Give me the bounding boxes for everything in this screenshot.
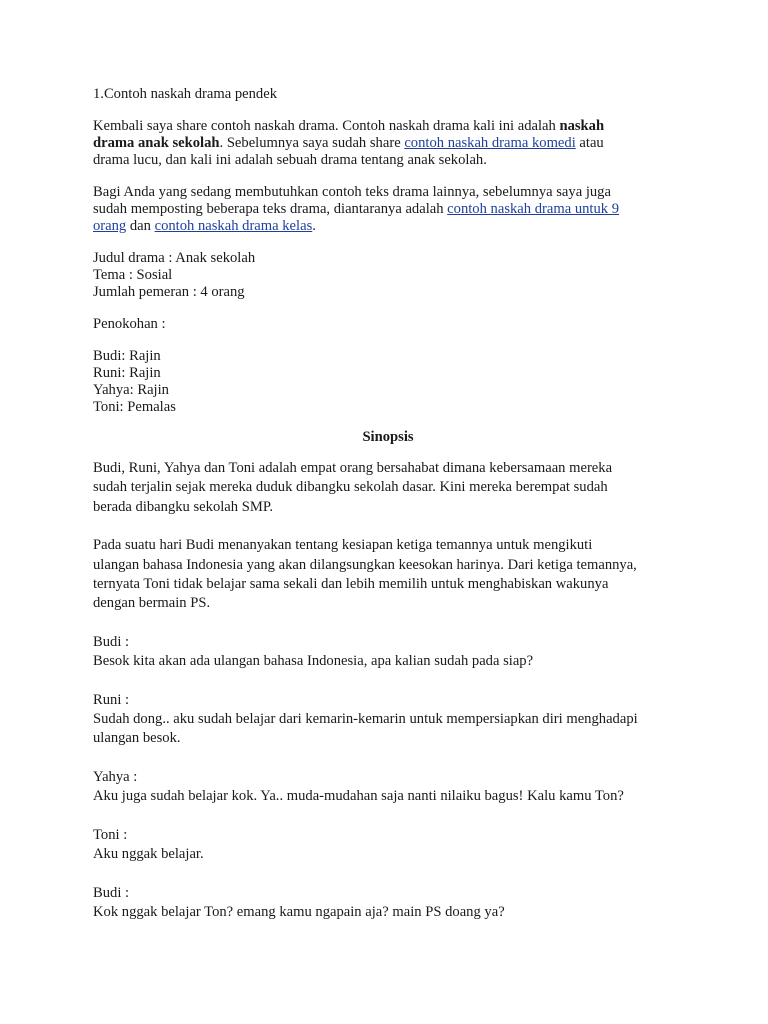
judul-drama: Judul drama : Anak sekolah [93, 250, 256, 266]
para-2 [93, 184, 683, 235]
sinopsis-p2-line: dengan bermain PS. [93, 595, 211, 612]
intro-bold-2: drama anak sekolah [93, 135, 220, 151]
sinopsis-p1-line: sudah terjalin sejak mereka duduk dibangku sekolah dasar. Kini mereka berempat sudah [93, 479, 608, 496]
intro-line-1 [93, 118, 683, 135]
sinopsis-p2-line: Pada suatu hari Budi menanyakan tentang kesiapan ketiga temannya untuk mengikuti [93, 537, 593, 554]
intro-text-3: atau [575, 135, 604, 151]
dialog-line: Aku nggak belajar. [93, 846, 204, 863]
character-item: Runi: Rajin [93, 365, 161, 381]
dialog-speaker: Yahya : [93, 768, 138, 785]
dialog-line: ulangan besok. [93, 730, 181, 747]
dialog-line: Kok nggak belajar Ton? emang kamu ngapain aja? main PS doang ya? [93, 903, 505, 920]
para2-text: sudah memposting beberapa teks drama, diantaranya adalah [93, 201, 448, 217]
sinopsis-paragraph-1 [93, 459, 683, 517]
intro-text: Kembali saya share contoh naskah drama. Contoh naskah drama kali ini adalah [93, 118, 560, 134]
dialog-line: Aku juga sudah belajar kok. Ya.. muda-mudahan saja nanti nilaiku bagus! Kalu kamu Ton? [93, 788, 624, 805]
sinopsis-p1-line: berada dibangku sekolah SMP. [93, 498, 273, 515]
link-contoh-naskah-drama-komedi[interactable]: contoh naskah drama komedi [404, 135, 576, 151]
tema: Tema : Sosial [93, 267, 173, 283]
heading-text: 1.Contoh naskah drama pendek [93, 86, 277, 102]
intro-line-3: drama lucu, dan kali ini adalah sebuah drama tentang anak sekolah. [93, 152, 487, 168]
link-orang[interactable]: orang [93, 218, 127, 234]
drama-info [93, 250, 683, 301]
para2-text-2: dan [126, 218, 155, 234]
dialog-line: Sudah dong.. aku sudah belajar dari kemarin-kemarin untuk mempersiapkan diri menghadapi [93, 711, 638, 728]
heading [93, 86, 683, 103]
dialog-line: Besok kita akan ada ulangan bahasa Indonesia, apa kalian sudah pada siap? [93, 653, 534, 670]
para2-line-3 [93, 218, 683, 235]
dialog-yahya [93, 768, 683, 807]
dialog-speaker: Budi : [93, 884, 130, 901]
character-item: Budi: Rajin [93, 348, 161, 364]
sinopsis-title: Sinopsis [362, 429, 414, 445]
sinopsis-p2-line: ulangan bahasa Indonesia yang akan dilangsungkan keesokan harinya. Dari ketiga temannya, [93, 556, 637, 573]
dialog-runi [93, 691, 683, 749]
link-contoh-naskah-drama-kelas[interactable]: contoh naskah drama kelas [154, 218, 313, 234]
penokohan-label: Penokohan : [93, 316, 166, 332]
intro-bold: naskah [559, 118, 605, 134]
penokohan [93, 316, 683, 333]
sinopsis-heading [93, 429, 683, 446]
sinopsis-paragraph-2 [93, 536, 683, 614]
dialog-toni [93, 826, 683, 865]
sinopsis-p2-line: ternyata Toni tidak belajar sama sekali dan lebih memilih untuk menghabiskan wakunya [93, 576, 609, 593]
intro-paragraph [93, 118, 683, 169]
dialog-speaker: Runi : [93, 691, 130, 708]
dialog-budi-2 [93, 884, 683, 923]
character-list [93, 348, 683, 416]
dialog-speaker: Toni : [93, 826, 128, 843]
character-item: Toni: Pemalas [93, 399, 176, 415]
jumlah-pemeran: Jumlah pemeran : 4 orang [93, 284, 245, 300]
para2-text-3: . [312, 218, 316, 234]
dialog-budi-1 [93, 633, 683, 672]
dialog-speaker: Budi : [93, 633, 130, 650]
para2-line-2 [93, 201, 683, 218]
intro-text-2: . Sebelumnya saya sudah share [219, 135, 405, 151]
link-contoh-naskah-drama-9-orang[interactable]: contoh naskah drama untuk 9 [447, 201, 620, 217]
document-page [93, 86, 683, 922]
para2-line-1: Bagi Anda yang sedang membutuhkan contoh teks drama lainnya, sebelumnya saya juga [93, 184, 611, 200]
sinopsis-p1-line: Budi, Runi, Yahya dan Toni adalah empat orang bersahabat dimana kebersamaan mereka [93, 460, 613, 476]
character-item: Yahya: Rajin [93, 382, 169, 398]
intro-line-2 [93, 135, 683, 152]
